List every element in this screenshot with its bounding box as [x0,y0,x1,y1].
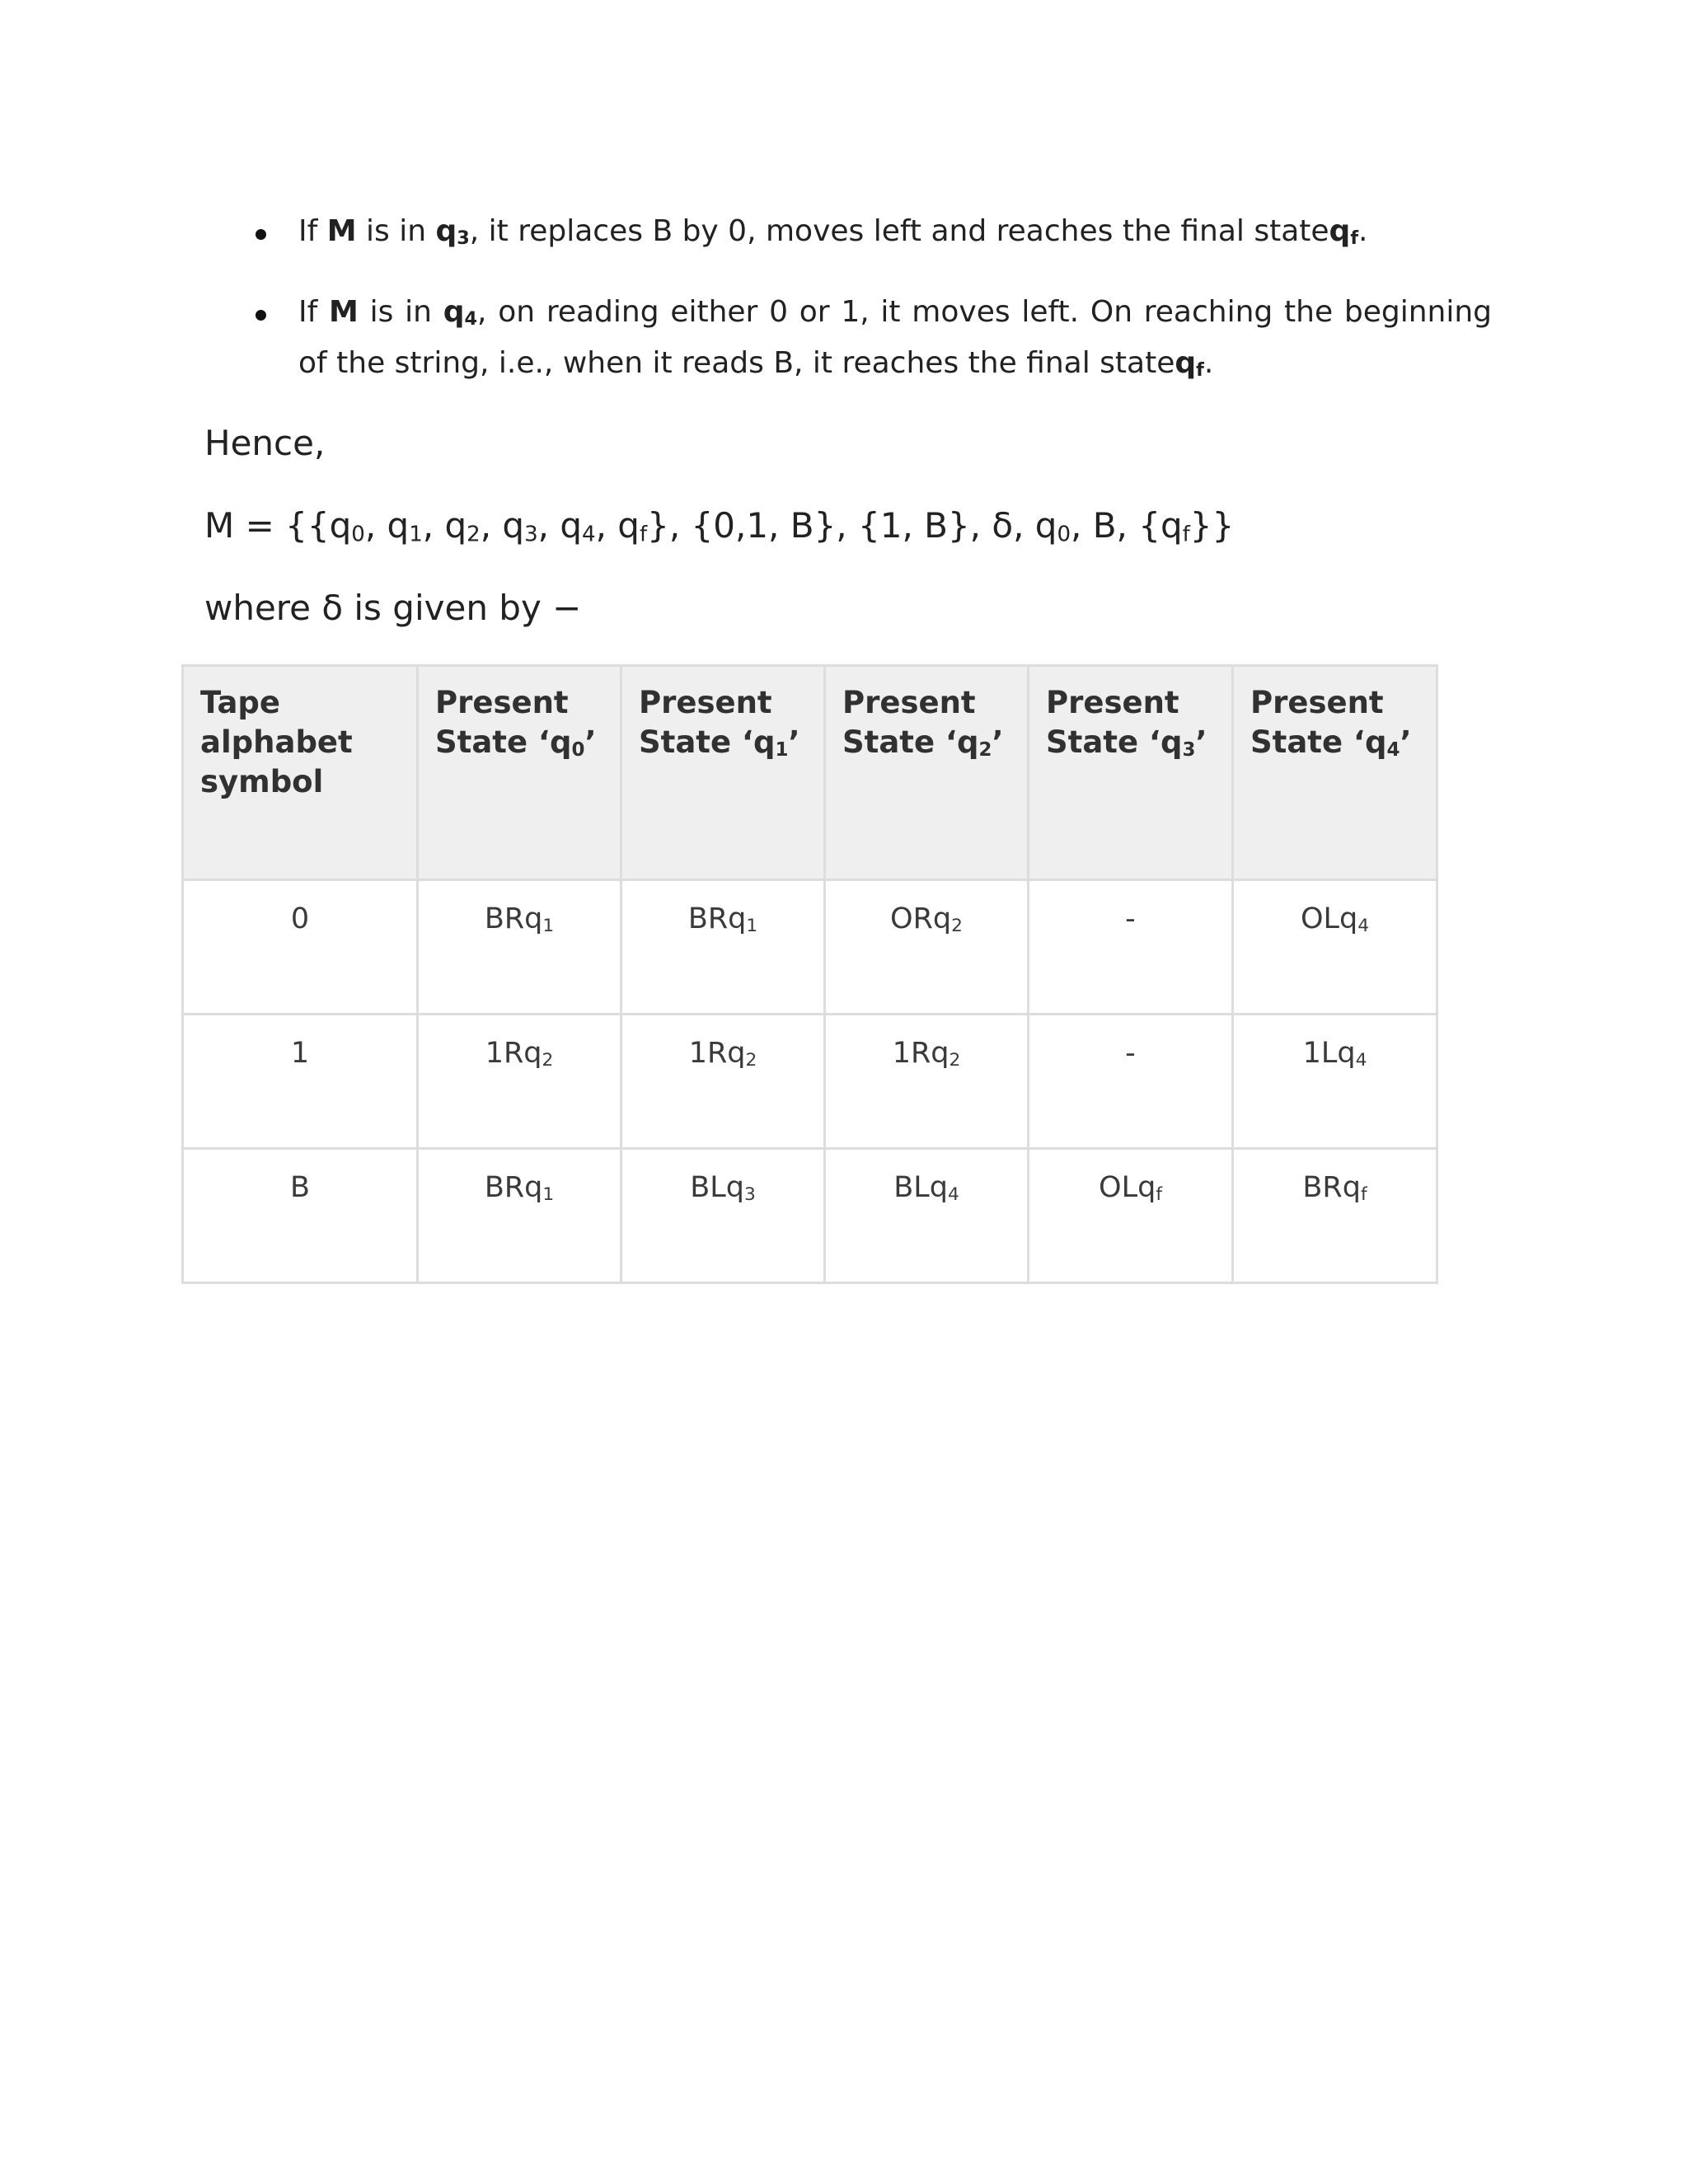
table-cell: - [1029,1015,1233,1149]
header-tape-symbol: Tape alphabet symbol [183,666,418,880]
table-cell: $1Rq_2$ [825,1015,1029,1149]
machine-definition: $M = \{\{q_0$, $q_1$, $q_2$, $q_3$, $q_4$, $q_f$}, {0,1, B}, {1, B}, δ, $q_0$, B, $\{q_f\}$} [204,505,1235,547]
bullet-list [247,206,1492,419]
bullet-item-q3: If M is in $q_3$, it replaces B by 0, moves left and reaches the final stateq$_f$. [247,206,1492,257]
table-row [183,1015,1437,1149]
final-state-symbol: $q_f$ [1175,346,1204,382]
table-cell: B [183,1149,418,1283]
header-state-q2: Present State ‘$q_2$’ [825,666,1029,880]
table-cell: BLq$_4$ [825,1149,1029,1283]
bullet-icon [256,310,266,321]
table-cell: BRq$_1$ [418,880,621,1015]
table-cell: ORq$_2$ [825,880,1029,1015]
table-cell: BRq$_1$ [621,880,825,1015]
final-state-symbol: $q_f$ [1329,214,1359,250]
bullet-text: If [298,295,330,329]
table-cell: $1Rq_2$ [418,1015,621,1149]
where-paragraph: where δ is given by − [204,588,582,628]
bullet-text: , it replaces B by 0, moves left and reaches the final state [469,214,1329,248]
hence-paragraph: Hence, [204,423,326,463]
state-symbol: $q_3$ [435,214,470,250]
table-cell: $1Lq_4$ [1233,1015,1437,1149]
header-row [183,666,1437,880]
header-state-q4: Present State ‘$q_4$’ [1233,666,1437,880]
header-state-q3: Present State ‘$q_3$’ [1029,666,1233,880]
table-cell: BRq$_1$ [418,1149,621,1283]
bullet-text: , on reading either 0 or 1, it moves left. On reaching the beginning of the string, i.e., when it reads B, it reaches the final state [298,295,1493,380]
bullet-text: is in [358,295,443,329]
table-cell: OLq$_f$ [1029,1149,1233,1283]
bullet-text: is in [356,214,436,248]
table-cell: 0 [183,880,418,1015]
table-cell: BRq$_f$ [1233,1149,1437,1283]
table-cell: $1Rq_2$ [621,1015,825,1149]
bullet-item-q4: If M is in $q_4$, on reading either 0 or 1, it moves left. On reaching the beginning of the string, i.e., when it reads B, it reaches the final stateq$_f$. [247,287,1492,389]
table-header [183,666,1437,880]
header-state-q1: Present State ‘$q_1$’ [621,666,825,880]
transition-table [181,664,1438,1284]
table-cell: 1 [183,1015,418,1149]
table-row [183,880,1437,1015]
bullet-text: If [298,214,327,248]
machine-symbol: M [329,295,359,329]
table-row [183,1149,1437,1283]
state-symbol: $q_4$ [443,295,478,330]
bullet-icon [256,229,266,240]
machine-symbol: M [326,214,357,248]
table-cell: BLq$_3$ [621,1149,825,1283]
table-cell: OLq$_4$ [1233,880,1437,1015]
header-state-q0: Present State ‘$q_0$’ [418,666,621,880]
table-cell: - [1029,880,1233,1015]
